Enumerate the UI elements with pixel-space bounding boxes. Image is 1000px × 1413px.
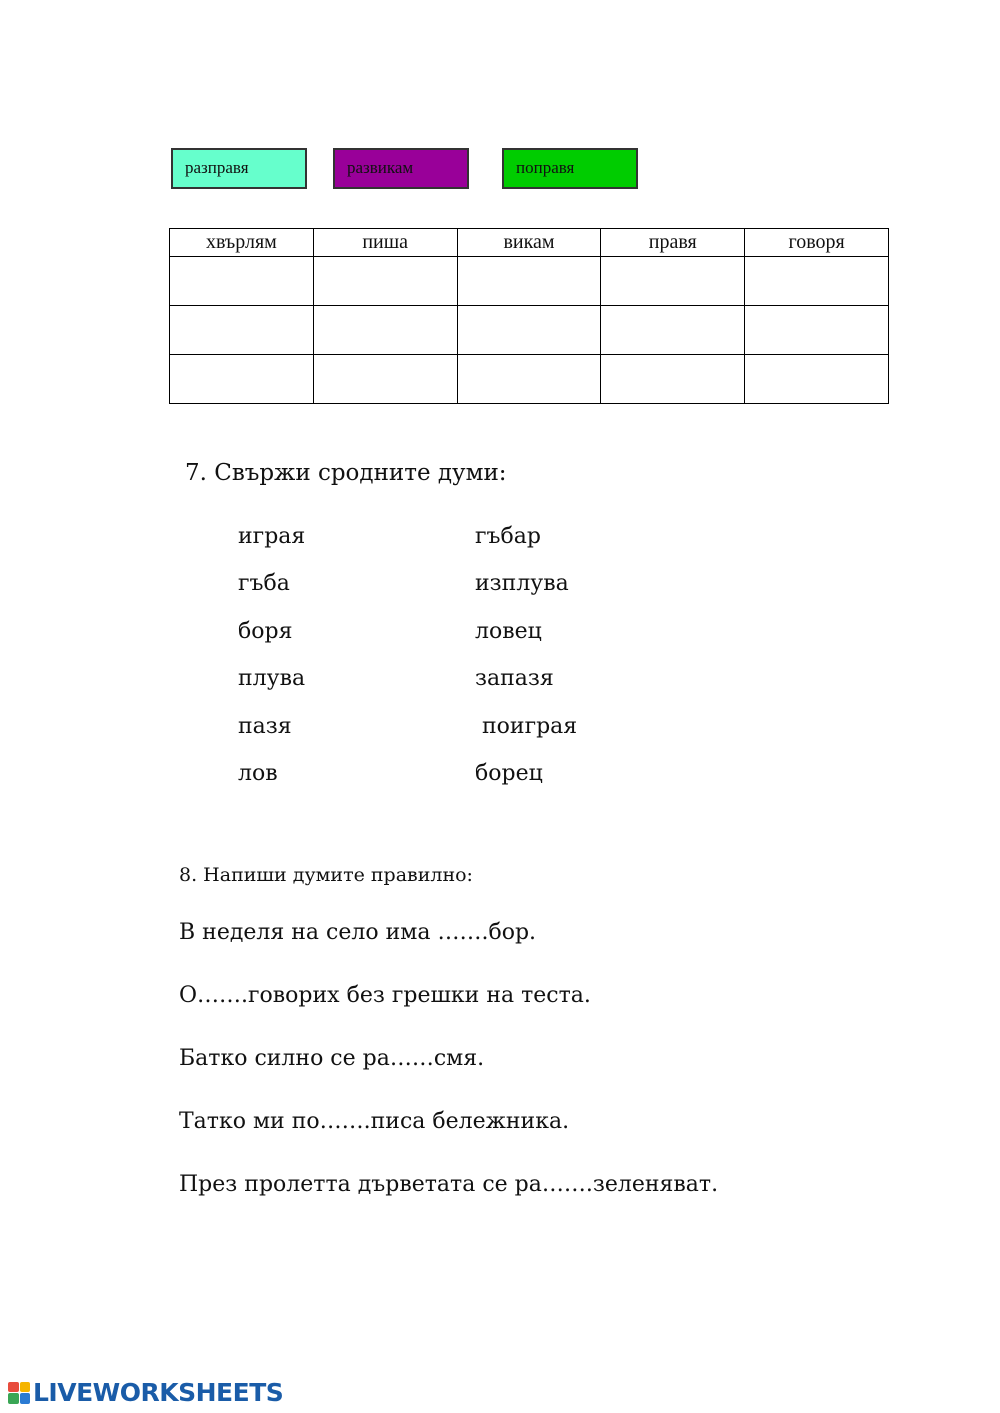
drop-cell[interactable] [601,306,745,355]
table-header: викам [457,229,601,257]
match-word-left[interactable]: лов [238,760,278,786]
table-header-row [170,229,889,257]
sentence-5: През пролетта дърветата се ра…….зеленяват. [179,1172,719,1197]
liveworksheets-logo[interactable] [8,1378,283,1407]
drop-cell[interactable] [457,355,601,404]
word-box-popravya[interactable]: поправя [502,148,638,189]
sentence-2: О…….говорих без грешки на теста. [179,983,591,1008]
drop-cell[interactable] [457,257,601,306]
drop-cell[interactable] [457,306,601,355]
drop-cell[interactable] [745,306,889,355]
drop-cell[interactable] [601,257,745,306]
match-word-left[interactable]: играя [238,524,306,549]
table-header: хвърлям [170,229,314,257]
sentence-1: В неделя на село има …….бор. [179,920,537,945]
table-header: пиша [313,229,457,257]
match-word-left[interactable]: гъба [238,571,290,597]
match-word-left[interactable]: плува [238,666,306,692]
match-word-right[interactable]: запазя [475,666,554,692]
brand-name: LIVEWORKSHEETS [33,1378,284,1407]
drop-cell[interactable] [313,306,457,355]
task7-heading: 7. Свържи сродните думи: [185,460,507,486]
match-word-left[interactable]: боря [238,618,293,644]
sentence-3: Батко силно се ра……смя. [179,1046,485,1071]
liveworksheets-logo-icon [8,1382,30,1404]
drop-cell[interactable] [170,355,314,404]
table-row [170,306,889,355]
drop-cell[interactable] [170,257,314,306]
drop-cell[interactable] [170,306,314,355]
drop-cell[interactable] [313,257,457,306]
table-header: правя [601,229,745,257]
drop-cell[interactable] [745,257,889,306]
match-word-left[interactable]: пазя [238,713,292,739]
match-word-right[interactable]: гъбар [475,524,541,549]
word-box-razvikam[interactable]: развикам [333,148,469,189]
sorting-table [169,228,889,404]
drop-cell[interactable] [313,355,457,404]
match-word-right[interactable]: изплува [475,571,569,597]
sentence-4: Татко ми по…….писа бележника. [179,1109,570,1134]
word-box-razpravya[interactable]: разправя [171,148,307,189]
match-right-column [475,521,577,805]
table-row [170,355,889,404]
match-left-column [238,521,305,805]
table-row [170,257,889,306]
task8-heading: 8. Напиши думите правилно: [179,864,473,886]
drop-cell[interactable] [601,355,745,404]
match-word-right[interactable]: ловец [475,618,542,644]
table-header: говоря [745,229,889,257]
match-word-right[interactable]: поиграя [475,713,578,739]
drop-cell[interactable] [745,355,889,404]
match-word-right[interactable]: борец [475,760,543,786]
